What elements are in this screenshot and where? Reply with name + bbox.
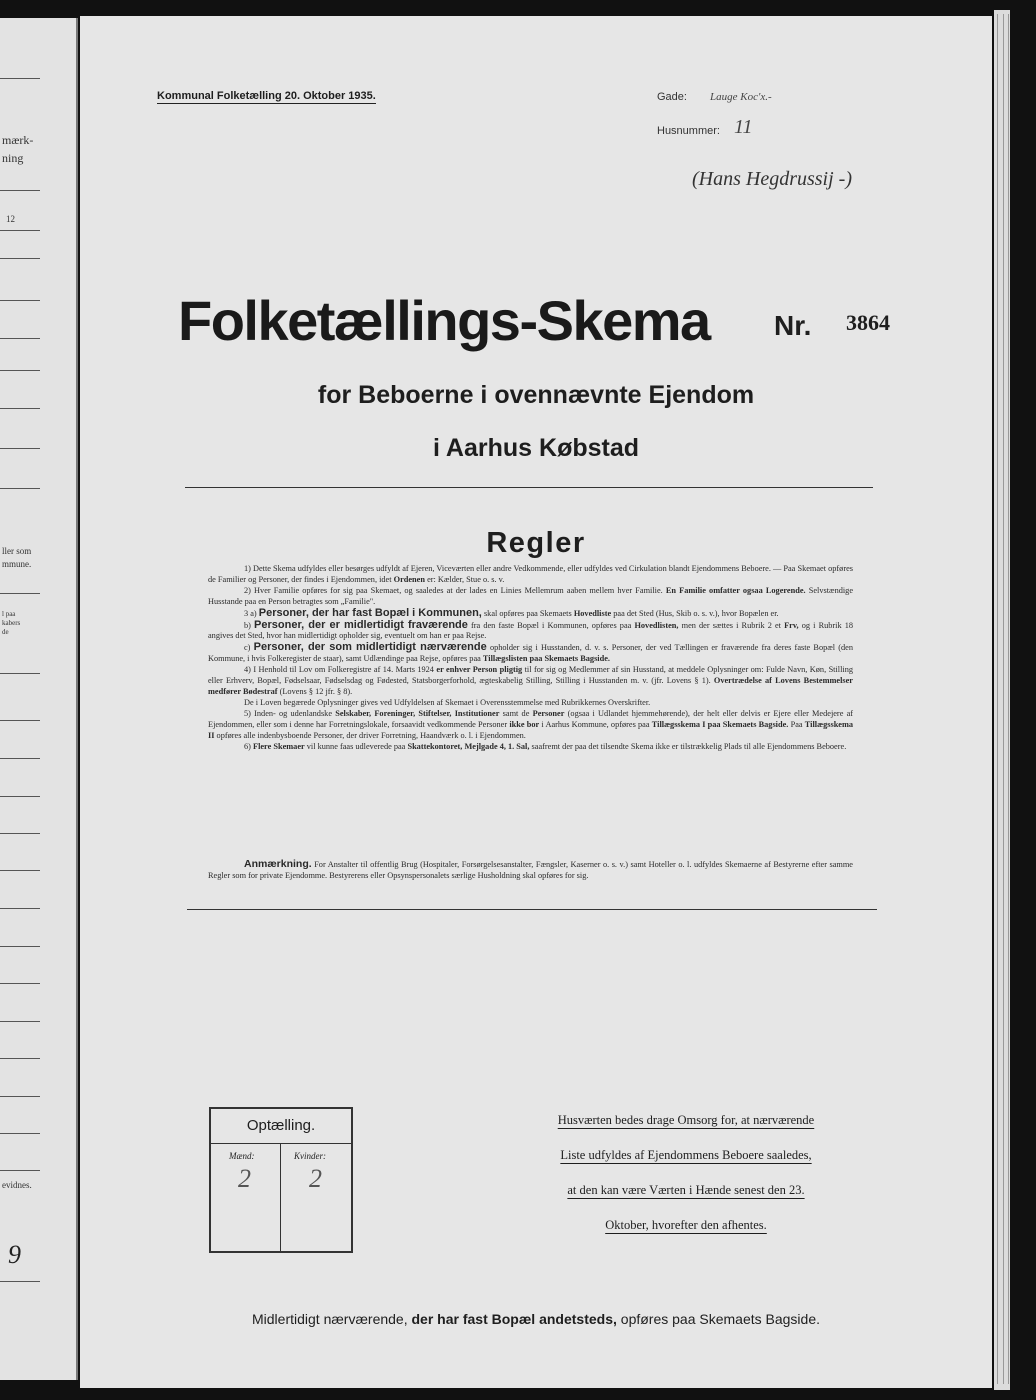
remark-text: For Anstalter til offentlig Brug (Hospitaler, Forsørgelsesanstalter, Fængsler, Kaserner o. s. v.) samt Hoteller o. l. udfyldes Skemaerne af Bestyrerne efter samme Regler som for private Ejendomme. Bestyrerens eller Opsynspersonalets særlige Husholdning skal opføres for sig. <box>208 860 853 880</box>
rule-3b: b) Personer, der er midlertidigt fraværende fra den faste Bopæl i Kommunen, opføres paa Hovedlisten, men der sættes i Rubrik 2 et Frv, og i Rubrik 18 angives det Sted, hvor han midlertidigt opholder sig, eventuelt om han er paa Rejse. <box>208 618 854 641</box>
form-subtitle: for Beboerne i ovennævnte Ejendom <box>317 381 755 409</box>
women-count: 2 <box>309 1164 322 1193</box>
rule-6: 6) Flere Skemaer vil kunne faas udleverede paa Skattekontoret, Mejlgade 4, 1. Sal, saafremt der paa det tilsendte Skema ikke er tilstrækkelig Plads til alle Ejendommens Beboere. <box>244 741 847 751</box>
rules-text <box>208 564 853 752</box>
page-stack-line <box>1008 14 1009 1384</box>
count-box-column-divider <box>280 1144 281 1251</box>
left-page-rule <box>0 833 40 834</box>
count-box-divider <box>211 1143 351 1144</box>
men-count: 2 <box>238 1164 251 1193</box>
left-page-text: ning <box>2 151 24 165</box>
left-page-text: kabers <box>2 619 21 627</box>
page-stack-line <box>997 14 998 1384</box>
left-page-rule <box>0 338 40 339</box>
rule-3a: 3 a) Personer, der har fast Bopæl i Kommunen, skal opføres paa Skemaets Hovedliste paa det Sted (Hus, Skib o. s. v.), hvor Bopælen er. <box>244 606 779 619</box>
left-page-rule <box>0 673 40 674</box>
left-page-rule <box>0 258 40 259</box>
house-number-label: Husnummer: <box>657 125 720 137</box>
form-title: Folketællings-Skema <box>178 289 710 352</box>
left-page-rule <box>0 1058 40 1059</box>
left-page-text: l paa <box>2 610 16 618</box>
left-page-rule <box>0 908 40 909</box>
left-page-rule <box>0 720 40 721</box>
left-page-rule <box>0 78 40 79</box>
house-number-value: 11 <box>734 116 753 138</box>
men-label: Mænd: <box>229 1151 255 1161</box>
census-form-page <box>80 16 992 1388</box>
landlord-instruction <box>516 1113 856 1253</box>
left-page-handwriting: 9 <box>8 1240 21 1269</box>
instruction-line: Liste udfyldes af Ejendommens Beboere saaledes, <box>560 1148 812 1162</box>
left-page-rule <box>0 1281 40 1282</box>
left-page-text: 12 <box>6 214 15 224</box>
street-label: Gade: <box>657 91 687 103</box>
left-page-rule <box>0 1133 40 1134</box>
instruction-line: Oktober, hvorefter den afhentes. <box>605 1218 767 1232</box>
street-value: Lauge Koc'x.- <box>710 91 772 103</box>
left-page-rule <box>0 870 40 871</box>
left-page-rule <box>0 190 40 191</box>
rule-3c: c) Personer, der som midlertidigt nærværende opholder sig i Husstanden, d. v. s. Personer, der ved Tællingen er fraværende fra deres faste Bopæl (den Kommune, i hvis Folkeregister de staar), samt Udlændinge paa Rejse, opføres paa Tillægslisten paa Skemaets Bagside. <box>208 641 854 664</box>
rule-4: 4) I Henhold til Lov om Folkeregistre af 14. Marts 1924 er enhver Person pligtig til for sig og Medlemmer af sin Husstand, at meddele Oplysninger om: Fulde Navn, Køn, Stilling eller Erhverv, Bopæl, Fødselsaar, Fødselsdag og Fødested, Statsborgerforhold, ægteskabelig Stilling, Stilling i Husstanden m. v. (jfr. Lovens § 1). Overtrædelse af Lovens Bestemmelser medfører Bødestraf (Lovens § 12 jfr. § 8). <box>208 665 854 696</box>
left-page-text: de <box>2 628 9 636</box>
count-box <box>209 1107 353 1253</box>
left-page-rule <box>0 1021 40 1022</box>
left-page-rule <box>0 946 40 947</box>
left-page-text: mmune. <box>2 559 32 569</box>
left-page-rule <box>0 758 40 759</box>
left-page-rule <box>0 408 40 409</box>
form-subtitle-city: i Aarhus Købstad <box>432 434 640 462</box>
left-page-rule <box>0 448 40 449</box>
form-number: 3864 <box>846 310 890 335</box>
left-page-rule <box>0 230 40 231</box>
left-page-rule <box>0 796 40 797</box>
women-label: Kvinder: <box>294 1151 326 1161</box>
left-page-text: evidnes. <box>2 1180 32 1190</box>
left-page-rule <box>0 1096 40 1097</box>
page-stack-line <box>1003 14 1004 1384</box>
census-header: Kommunal Folketælling 20. Oktober 1935. <box>157 90 376 102</box>
left-page-text: mærk- <box>2 133 34 147</box>
rule-1: 1) Dette Skema udfyldes eller besørges udfyldt af Ejeren, Viceværten eller andre Vedkommende, eller udfyldes ved Cirkulation blandt Ejendommens Beboere. — Paa Skemaet opføres de Familier og Personer, der findes i Ejendommen, idet Ordenen er: Kælder, Stue o. s. v. <box>208 564 853 584</box>
left-page-text: ller som <box>2 546 32 556</box>
instruction-line: at den kan være Værten i Hænde senest den 23. <box>567 1183 805 1197</box>
footer-note: Midlertidigt nærværende, der har fast Bopæl andetsteds, opføres paa Skemaets Bagside. <box>251 1311 821 1327</box>
remark-paragraph <box>208 859 853 881</box>
count-box-title: Optælling. <box>246 1117 316 1134</box>
divider-rule <box>185 487 873 488</box>
remark-label: Anmærkning. <box>244 858 312 870</box>
divider-rule <box>187 909 877 910</box>
left-page-rule <box>0 488 40 489</box>
instruction-line: Husværten bedes drage Omsorg for, at nærværende <box>557 1113 815 1127</box>
left-page-rule <box>0 1170 40 1171</box>
left-page-rule <box>0 593 40 594</box>
rules-heading: Regler <box>486 527 586 559</box>
left-page-rule <box>0 983 40 984</box>
rule-2: 2) Hver Familie opføres for sig paa Skemaet, og saaledes at der lades en Linies Mellemrum aaben mellem hver Familie. En Familie omfatter ogsaa Logerende. Selvstændige Husstande paa en Person betragtes som „Familie". <box>208 585 854 606</box>
left-page-fragment <box>0 18 78 1380</box>
left-page-rule <box>0 300 40 301</box>
handwritten-note: (Hans Hegdrussij -) <box>692 168 852 190</box>
left-page-rule <box>0 370 40 371</box>
number-label: Nr. <box>774 310 812 341</box>
rule-5: 5) Inden- og udenlandske Selskaber, Foreninger, Stiftelser, Institutioner samt de Personer (ogsaa i Udlandet hjemmehørende), der helt eller delvis er Ejere eller Medejere af Ejendommen, eller som i denne har Forretningslokale, forsaavidt vedkommende Personer ikke bor i Aarhus Kommune, opføres paa Tillægsskema I paa Skemaets Bagside. Paa Tillægsskema II opføres alle indenbysboende Personer, der driver Forretning, Haandværk o. l. i Ejendommen. <box>208 708 854 740</box>
rule-4-continued: De i Loven begærede Oplysninger gives ved Udfyldelsen af Skemaet i Overensstemmelse med Rubrikkernes Overskrifter. <box>244 697 651 707</box>
